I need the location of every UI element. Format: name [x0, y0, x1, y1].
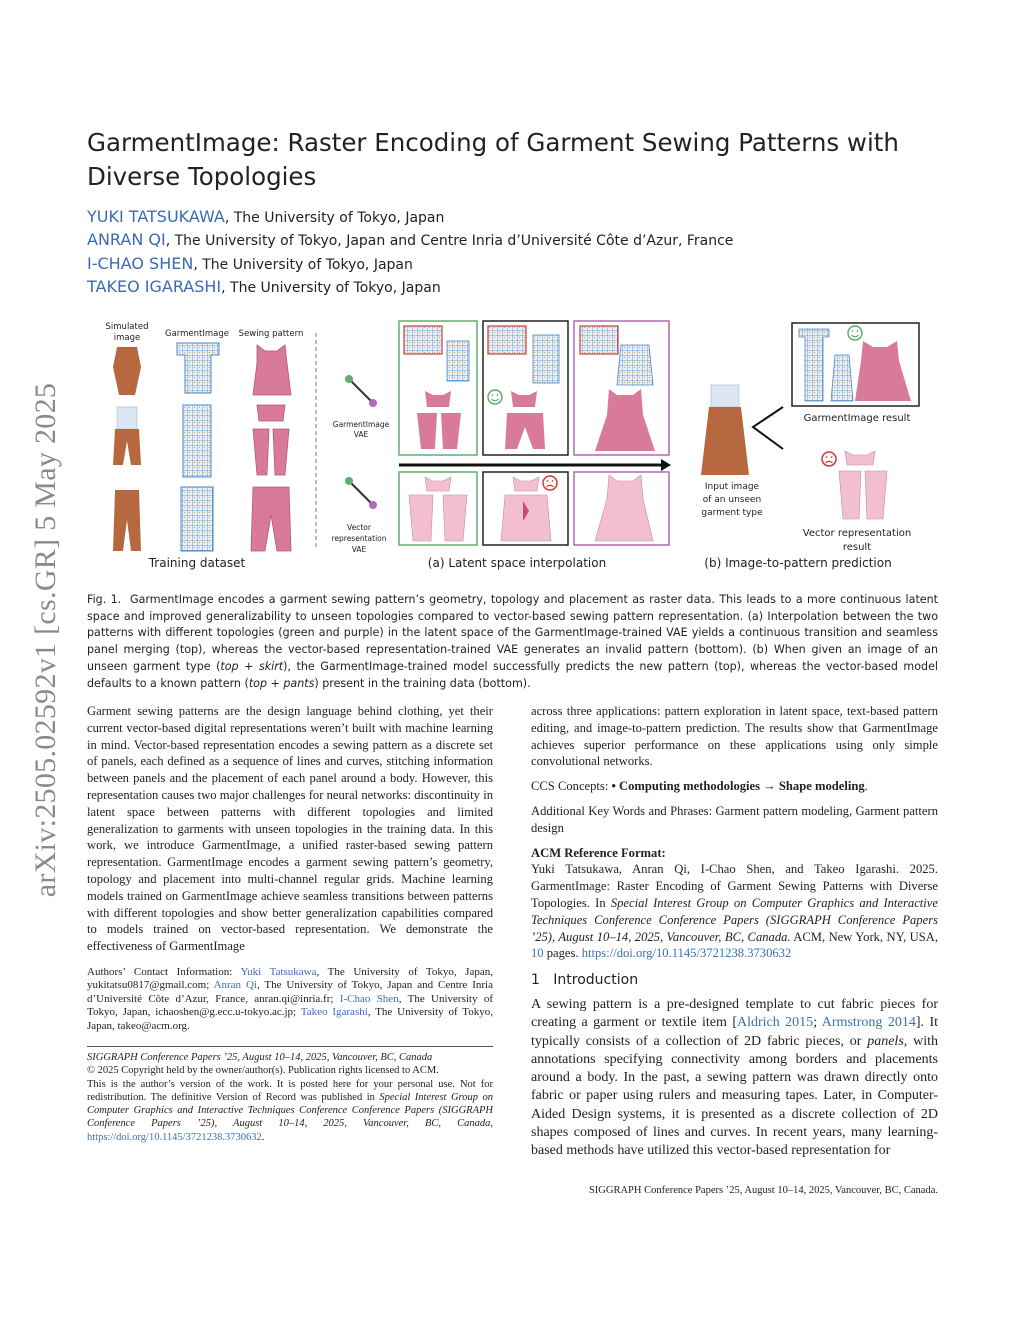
- interp-bottom-3: [574, 472, 669, 545]
- interp-top-3: [574, 321, 669, 455]
- author-line-4: [87, 277, 441, 296]
- arxiv-stamp: arXiv:2505.02592v1 [cs.GR] 5 May 2025: [29, 382, 62, 898]
- sewing-pattern-jumpsuit: [251, 487, 291, 551]
- label-garmentimage: GarmentImage: [165, 329, 229, 339]
- paper-title: GarmentImage: Raster Encoding of Garment Sewing Patterns with Diverse Topologies: [87, 128, 899, 191]
- label-gi-result: GarmentImage result: [803, 413, 911, 424]
- label-vae-1b: VAE: [353, 430, 369, 439]
- contact-info: Authors’ Contact Information: Yuki Tatsukawa, The University of Tokyo, Japan, yukitatsu0817@gmail.com; Anran Qi, The University of Tokyo, Japan and Centre Inria d’Université Côte d’Azur, France, anran.qi@inria.fr; I-Chao Shen, The University of Tokyo, Japan, ichaoshen@g.ecc.u-tokyo.ac.jp; Takeo Igarashi, The University of Tokyo, Japan, takeo@acm.org.: [87, 966, 493, 1032]
- label-vec-result-2: result: [842, 542, 872, 553]
- author-link[interactable]: Anran Qi: [213, 979, 257, 992]
- author-affiliation: , The University of Tokyo, Japan: [221, 280, 441, 296]
- vector-vae-icon: [345, 477, 377, 509]
- author-name[interactable]: TAKEO IGARASHI: [87, 277, 222, 296]
- simulated-pants: [113, 407, 141, 465]
- author-affiliation: , The University of Tokyo, Japan and Centre Inria d’Université Côte d’Azur, France: [165, 233, 734, 249]
- pages-link[interactable]: 10: [531, 946, 544, 961]
- author-link[interactable]: Takeo Igarashi: [300, 1006, 368, 1019]
- branch-arrow: [753, 407, 783, 449]
- vector-result: [822, 451, 887, 519]
- label-vae-2: Vector: [347, 523, 371, 532]
- input-image: [701, 385, 749, 475]
- citation-link[interactable]: Aldrich 2015: [736, 1015, 814, 1031]
- author-affiliation: , The University of Tokyo, Japan: [224, 210, 445, 226]
- page-footer: SIGGRAPH Conference Papers ’25, August 10–14, 2025, Vancouver, BC, Canada.: [588, 1185, 938, 1196]
- figure-caption: Fig. 1. GarmentImage encodes a garment sewing pattern’s geometry, topology and placement as raster data. This leads to a more continuous latent space and improved generalizability to unseen topologies compared to vector-based sewing pattern representation. (a) Interpolation between the two patterns with different topologies (green and purple) in the latent space of the GarmentImage-trained VAE yields a continuous transition and seamless panel merging (top), whereas the vector-based representation-trained VAE generates an invalid pattern (bottom). (b) When given an image of an unseen garment type (top + skirt), the GarmentImage-trained model successfully predicts the new pattern (top), whereas the vector-based model defaults to a known pattern (top + pants) present in the training data (bottom).: [87, 593, 938, 690]
- garmentimage-grid-1: [177, 343, 219, 393]
- label-input-2: of an unseen: [702, 495, 762, 505]
- doi-link[interactable]: https://doi.org/10.1145/3721238.3730632: [581, 946, 792, 961]
- copyright-line: © 2025 Copyright held by the owner/author(s). Publication rights licensed to ACM.: [87, 1065, 439, 1077]
- label-input-3: garment type: [701, 508, 763, 518]
- garmentimage-result: [792, 323, 919, 406]
- doi-link[interactable]: https://doi.org/10.1145/3721238.3730632: [87, 1131, 262, 1143]
- subcaption-training: Training dataset: [148, 556, 246, 570]
- sewing-pattern-pants: [253, 405, 289, 475]
- right-column-top: [531, 703, 938, 970]
- acm-ref-heading: ACM Reference Format:: [531, 845, 666, 860]
- acm-reference: Yuki Tatsukawa, Anran Qi, I-Chao Shen, and Takeo Igarashi. 2025. GarmentImage: Raster Encoding of Garment Sewing Patterns with Diverse Topologies. In Special Interest Group on Computer Graphics and Interactive Techniques Conference Conference Papers (SIGGRAPH Conference Papers ’25), August 10–14, 2025, Vancouver, BC, Canada. ACM, New York, NY, USA, 10 pages. https://doi.org/10.1145/3721238.3730632: [531, 862, 938, 961]
- subcaption-interp: (a) Latent space interpolation: [427, 556, 607, 570]
- label-vec-result-1: Vector representation: [802, 528, 912, 539]
- garmentimage-grid-2: [183, 405, 211, 477]
- simulated-jumpsuit: [113, 490, 141, 551]
- label-vae-2c: VAE: [351, 545, 367, 554]
- intro-body: A sewing pattern is a pre-designed template to cut fabric pieces for creating a garment or textile item [Aldrich 2015; Armstrong 2014]. It typically consists of a collection of 2D fabric pieces, or panels, with annotations specifying connectivity among borders and placements around a body. In the past, a sewing pattern was drawn directly onto fabric or paper using rulers and measuring tapes. Later, in Computer-Aided Design systems, it is presented as a discrete collection of 2D shapes composed of lines and curves. In recent years, many learning-based methods have utilized this vector-based representation for: [531, 997, 939, 1159]
- author-name[interactable]: I-CHAO SHEN: [87, 254, 194, 273]
- author-link[interactable]: Yuki Tatsukawa: [240, 966, 317, 978]
- sewing-pattern-dress: [253, 345, 291, 395]
- label-sewing-pattern: Sewing pattern: [238, 329, 304, 339]
- author-line-2: [87, 230, 733, 249]
- abstract: Garment sewing patterns are the design language behind clothing, yet their current vector-based digital representations weren’t built with machine learning in mind. Vector-based representation encodes a sewing pattern as a discrete set of panels, each defined as a sequence of lines and curves, stitching information between panels and the placement of each panel around a body. However, this representation causes two major challenges for neural networks: discontinuity in latent space between patterns with different topologies and limited generalization to garments with unseen topologies in the training data. In this work, we introduce GarmentImage, a unified raster-based sewing pattern representation. GarmentImage encodes a garment sewing pattern’s geometry, topology and placement into multi-channel regular grids. Machine learning models trained on GarmentImage achieve seamless transitions between patterns with different topologies and show better generalization capabilities compared to models trained on vector-based representation. We demonstrate the effectiveness of GarmentImage: [87, 704, 493, 954]
- author-link[interactable]: I-Chao Shen: [339, 992, 399, 1005]
- section-heading-intro: 1 Introduction: [531, 972, 639, 988]
- author-line-3: [87, 254, 413, 273]
- citation-link[interactable]: Armstrong 2014: [821, 1015, 916, 1031]
- garmentimage-grid-3: [181, 487, 213, 551]
- author-line-1: [87, 207, 444, 226]
- abstract-continued: across three applications: pattern exploration in latent space, text-based pattern editing, and image-to-pattern prediction. The results show that GarmentImage achieves superior performance on these applications using only simple convolutional networks.: [531, 704, 938, 769]
- label-vae-1: GarmentImage: [332, 420, 390, 429]
- interp-bottom-1: [399, 472, 477, 545]
- teaser-figure: [87, 315, 937, 575]
- author-affiliation: , The University of Tokyo, Japan: [193, 257, 413, 273]
- ccs-concepts: CCS Concepts: • Computing methodologies → Shape modeling.: [531, 779, 868, 794]
- interp-bottom-2: [483, 472, 568, 545]
- subcaption-prediction: (b) Image-to-pattern prediction: [704, 556, 892, 570]
- label-simulated-2: image: [113, 333, 141, 343]
- simulated-dress: [113, 347, 141, 395]
- author-name[interactable]: ANRAN QI: [87, 230, 166, 249]
- author-name[interactable]: YUKI TATSUKAWA: [87, 207, 225, 226]
- footnote-rule: [87, 1046, 493, 1047]
- interp-top-1: [399, 321, 477, 455]
- label-simulated: Simulated: [105, 322, 149, 332]
- keywords: Additional Key Words and Phrases: Garment pattern modeling, Garment pattern design: [531, 803, 938, 835]
- label-input-1: Input image: [704, 482, 760, 492]
- label-vae-2b: representation: [331, 534, 387, 543]
- venue-line: SIGGRAPH Conference Papers ’25, August 10–14, 2025, Vancouver, BC, Canada: [87, 1052, 433, 1063]
- interp-top-2: [483, 321, 568, 455]
- copyright-block: [87, 1051, 493, 1144]
- copyright-body: This is the author’s version of the work. It is posted here for your personal use. Not for redistribution. The definitive Version of Record was published in Special Interest Group on Computer Graphics and Interactive Techniques Conference Conference Papers (SIGGRAPH Conference Papers ’25), August 10–14, 2025, Vancouver, BC, Canada, https://doi.org/10.1145/3721238.3730632.: [87, 1078, 493, 1143]
- garmentimage-vae-icon: [345, 375, 377, 407]
